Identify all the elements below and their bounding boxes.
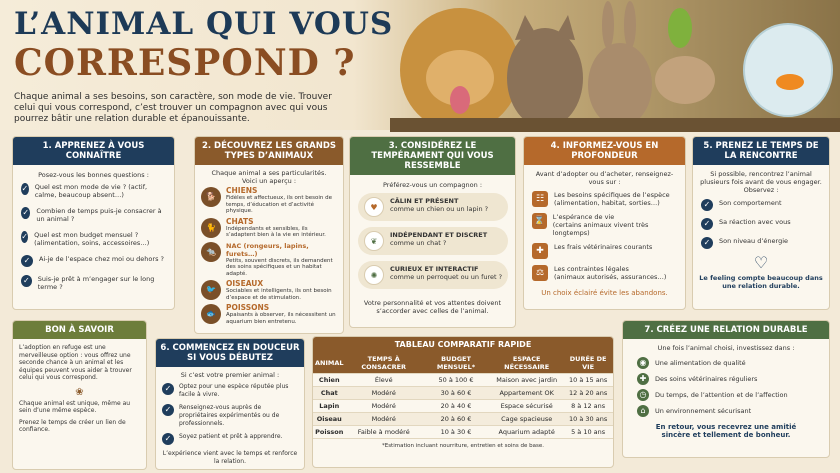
table-row: Chat Modéré 30 à 60 € Appartement OK 12 à 20 ans: [313, 387, 613, 400]
check-icon: ✓: [21, 255, 33, 267]
question-item: ✓ Combien de temps puis-je consacrer à un animal ?: [22, 207, 162, 223]
paw-icon: ❀: [75, 386, 84, 398]
relationship-item: ✚ Des soins vétérinaires réguliers: [637, 373, 815, 385]
section-relationship: [622, 320, 830, 458]
section-temperament: [349, 136, 516, 328]
table-header: DURÉE DE VIE: [563, 353, 613, 374]
section-3-lead: Préférez-vous un compagnon :: [382, 181, 483, 189]
research-item: ⌛ L’espérance de vie (certains animaux vivent très longtemps): [533, 213, 649, 237]
home-icon: ⌂: [637, 405, 649, 417]
animal-type-item: 🐀 NAC (rongeurs, lapins, furets…) Petits, souvent discrets, ils demandent des soins spécifiques et un habitat adapté.: [201, 242, 337, 278]
hourglass-icon: ⌛: [532, 213, 547, 229]
section-3-title: 3. CONSIDÉREZ LE TEMPÉRAMENT QUI VOUS RESSEMBLE: [350, 137, 515, 175]
temperament-item: ♥ CÂLIN ET PRÉSENT comme un chien ou un lapin ?: [358, 193, 508, 221]
table-header: ANIMAL: [313, 353, 346, 374]
table-note: *Estimation incluant nourriture, entretien et soins de base.: [381, 443, 545, 449]
brain-icon: ✺: [364, 265, 384, 285]
section-1-lead: Posez-vous les bonnes questions :: [38, 171, 149, 179]
table-row: Poisson Faible à modéré 10 à 30 € Aquarium adapté 5 à 10 ans: [313, 426, 613, 439]
medical-icon: ✚: [532, 243, 548, 259]
section-animal-types: [194, 136, 344, 334]
tip-unique: Chaque animal est unique, même au sein d’une même espèce.: [19, 399, 131, 414]
table-header: BUDGET MENSUEL*: [422, 353, 490, 374]
checklist-icon: ☷: [532, 191, 548, 207]
tip-title: BON À SAVOIR: [13, 321, 146, 339]
tip-box: [12, 320, 147, 470]
beginner-item: ✓ Soyez patient et prêt à apprendre.: [162, 433, 298, 445]
section-1-title: 1. APPRENEZ À VOUS CONNAÎTRE: [13, 137, 174, 165]
title-line-1: L’ANIMAL QUI VOUS: [14, 6, 394, 42]
table-row: Lapin Modéré 20 à 40 € Espace sécurisé 8 à 12 ans: [313, 400, 613, 413]
heart-icon: ♥: [364, 197, 384, 217]
food-icon: ◉: [637, 357, 649, 369]
check-icon: ✓: [701, 199, 713, 211]
section-self-knowledge: [12, 136, 175, 310]
check-icon: ✓: [162, 404, 174, 416]
question-item: ✓ Quel est mon mode de vie ? (actif, calme, beaucoup absent…): [21, 183, 148, 199]
title-line-2: CORRESPOND ?: [14, 42, 356, 84]
heart-outline-icon: ♡: [753, 253, 769, 272]
beginner-item: ✓ Optez pour une espèce réputée plus facile à vivre.: [162, 383, 298, 399]
legal-icon: ⚖: [532, 265, 548, 281]
section-5-title: 5. PRENEZ LE TEMPS DE LA RENCONTRE: [693, 137, 829, 165]
check-icon: ✓: [701, 237, 713, 249]
tip-adoption: L’adoption en refuge est une merveilleuse option : vous offrez une seconde chance à un animal et les équipes peuvent vous aider à trouver celui qui vous correspond.: [19, 344, 132, 381]
check-icon: ✓: [22, 208, 30, 217]
animals-photo: [390, 0, 840, 132]
temperament-item: ✺ CURIEUX ET INTERACTIF comme un perroquet ou un furet ?: [358, 261, 508, 289]
observe-item: ✓ Son niveau d’énergie: [701, 237, 821, 249]
check-icon: ✓: [162, 433, 174, 445]
bird-icon: 🐦: [201, 280, 221, 300]
section-2-lead: Chaque animal a ses particularités. Voici un aperçu :: [211, 169, 327, 185]
animal-type-item: 🐈 CHATS Indépendants et sensibles, ils s’adaptent bien à la vie en intérieur.: [201, 218, 337, 239]
rodent-icon: 🐀: [201, 242, 221, 262]
section-research: [523, 136, 686, 310]
check-icon: ✓: [21, 275, 32, 287]
question-item: ✓ Quel est mon budget mensuel ? (alimentation, soins, accessoires…): [21, 231, 150, 247]
table-header: TEMPS À CONSACRER: [346, 353, 422, 374]
relationship-item: ◷ Du temps, de l’attention et de l’affection: [637, 389, 815, 401]
temperament-item: ❦ INDÉPENDANT ET DISCRET comme un chat ?: [358, 227, 508, 255]
section-6-footer: L’expérience vient avec le temps et renforce la relation.: [162, 450, 298, 465]
research-item: ☷ Les besoins spécifiques de l’espèce (alimentation, habitat, sorties…): [532, 191, 677, 207]
medical-cross-icon: ✚: [637, 373, 649, 385]
research-item: ✚ Les frais vétérinaires courants: [532, 243, 677, 259]
table-header: ESPACE NÉCESSAIRE: [490, 353, 563, 374]
animal-type-item: 🐦 OISEAUX Sociables et intelligents, ils ont besoin d’espace et de stimulation.: [201, 280, 337, 301]
leaf-icon: ❦: [364, 231, 384, 251]
tip-trust: Prenez le temps de créer un lien de confiance.: [19, 418, 126, 433]
animal-type-item: 🐟 POISSONS Apaisants à observer, ils nécessitent un aquarium bien entretenu.: [201, 304, 337, 325]
question-item: ✓ Suis-je prêt à m’engager sur le long terme ?: [23, 275, 155, 291]
hero-banner: [0, 0, 840, 130]
check-icon: ✓: [162, 383, 174, 395]
section-4-footer: Un choix éclairé évite les abandons.: [541, 289, 668, 297]
check-icon: ✓: [21, 184, 29, 193]
section-3-footer: Votre personnalité et vos attentes doivent s’accorder avec celles de l’animal.: [363, 299, 502, 315]
observe-item: ✓ Son comportement: [701, 199, 821, 211]
section-6-lead: Si c’est votre premier animal :: [180, 371, 280, 379]
question-item: ✓ Ai-je de l’espace chez moi ou dehors ?: [21, 255, 166, 267]
section-beginners: [155, 338, 305, 470]
table-row: Oiseau Modéré 20 à 60 € Cage spacieuse 10 à 30 ans: [313, 413, 613, 426]
section-meeting: [692, 136, 830, 310]
fish-icon: 🐟: [201, 304, 221, 324]
table-row: Chien Élevé 50 à 100 € Maison avec jardin 10 à 15 ans: [313, 374, 613, 387]
beginner-item: ✓ Renseignez-vous auprès de propriétaires expérimentés ou de professionnels.: [162, 404, 298, 428]
table-title: TABLEAU COMPARATIF RAPIDE: [313, 337, 613, 353]
section-7-footer: En retour, vous recevrez une amitié sincère et tellement de bonheur.: [655, 423, 797, 439]
section-5-lead: Si possible, rencontrez l’animal plusieurs fois avant de vous engager. Observez :: [700, 170, 822, 194]
observe-item: ✓ Sa réaction avec vous: [701, 218, 821, 230]
check-icon: ✓: [701, 218, 713, 230]
section-6-title: 6. COMMENCEZ EN DOUCEUR SI VOUS DÉBUTEZ: [156, 339, 304, 367]
research-item: ⚖ Les contraintes légales (animaux autorisés, assurances…): [532, 265, 677, 281]
relationship-item: ⌂ Un environnement sécurisant: [637, 405, 815, 417]
comparison-table: [313, 353, 613, 439]
cat-icon: 🐈: [201, 218, 221, 238]
section-7-title: 7. CRÉEZ UNE RELATION DURABLE: [623, 321, 829, 339]
section-4-lead: Avant d’adopter ou d’acheter, renseignez-vous sur :: [535, 170, 674, 186]
comparison-table-card: [312, 336, 614, 468]
intro-text: Chaque animal a ses besoins, son caractère, son mode de vie. Trouver celui qui vous correspond, c’est trouver un compagnon avec qui vous pourrez bâtir une relation durable et épanouissante.: [14, 92, 332, 124]
dog-icon: 🐕: [201, 187, 221, 207]
section-2-title: 2. DÉCOUVREZ LES GRANDS TYPES D’ANIMAUX: [195, 137, 343, 165]
section-4-title: 4. INFORMEZ-VOUS EN PROFONDEUR: [524, 137, 685, 165]
section-5-footer: Le feeling compte beaucoup dans une relation durable.: [699, 274, 823, 290]
animal-type-item: 🐕 CHIENS Fidèles et affectueux, ils ont besoin de temps, d’éducation et d’activité physique.: [201, 187, 337, 215]
relationship-item: ◉ Une alimentation de qualité: [637, 357, 815, 369]
clock-icon: ◷: [637, 389, 649, 401]
check-icon: ✓: [21, 232, 28, 241]
section-7-lead: Une fois l’animal choisi, investissez dans :: [657, 344, 795, 352]
